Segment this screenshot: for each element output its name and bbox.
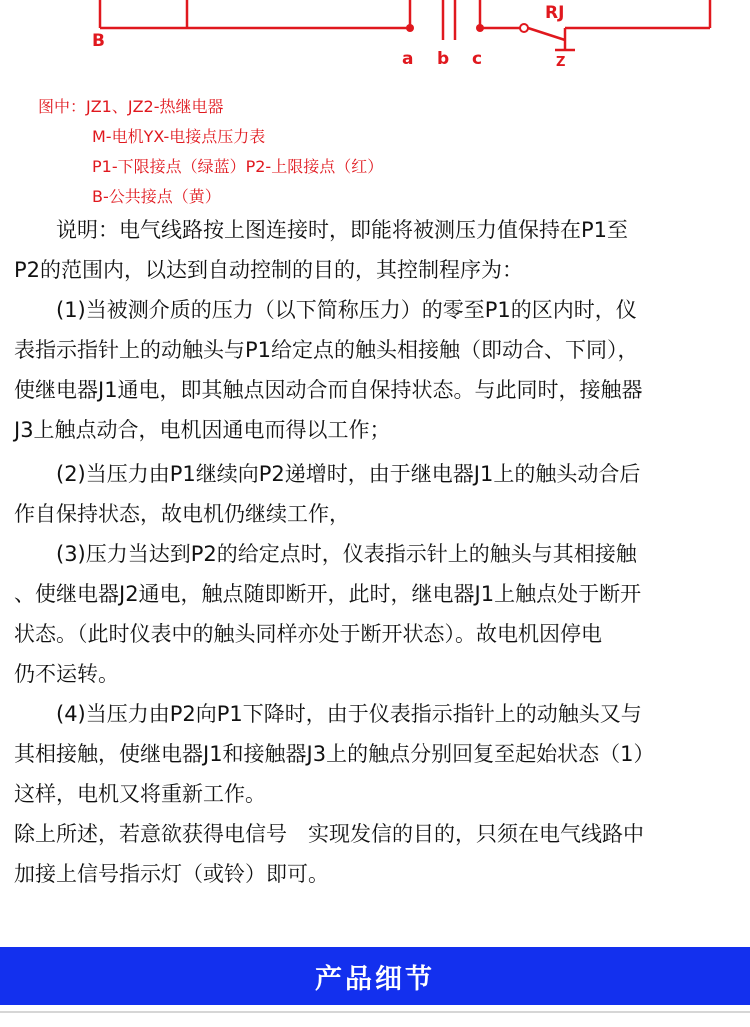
text-line: 状态。（此时仪表中的触头同样亦处于断开状态）。故电机因停电 xyxy=(14,622,602,646)
text-line: (2)当压力由P1继续向P2递增时，由于继电器J1上的触头动合后 xyxy=(14,462,641,486)
explanation-text xyxy=(14,210,744,894)
node-a xyxy=(406,24,414,32)
text-line: (1)当被测介质的压力（以下简称压力）的零至P1的区内时，仪 xyxy=(14,298,637,322)
divider xyxy=(0,1011,750,1013)
rj-switch xyxy=(528,28,565,40)
text-line: 、使继电器J2通电，触点随即断开，此时，继电器J1上触点处于断开 xyxy=(14,582,642,606)
text-line: P2的范围内，以达到自动控制的目的，其控制程序为： xyxy=(14,258,524,282)
text-line: 使继电器J1通电，即其触点因动合而自保持状态。与此同时，接触器 xyxy=(14,378,643,402)
legend-line-2: M-电机YX-电接点压力表 xyxy=(92,127,266,146)
legend-line-3: P1-下限接点（绿蓝）P2-上限接点（红） xyxy=(92,157,384,176)
text-line: 说明：电气线路按上图连接时，即能将被测压力值保持在P1至 xyxy=(14,218,629,242)
text-line: 仍不运转。 xyxy=(14,662,119,686)
banner-title: 产品细节 xyxy=(315,963,435,995)
label-terminal-b: b xyxy=(437,49,450,69)
text-line: 加接上信号指示灯（或铃）即可。 xyxy=(14,862,329,886)
node-open xyxy=(520,24,528,32)
text-line: (4)当压力由P2向P1下降时，由于仪表指示指针上的动触头又与 xyxy=(14,702,642,726)
node-c xyxy=(476,24,484,32)
label-z: Z xyxy=(556,55,566,70)
text-line: (3)压力当达到P2的给定点时，仪表指示针上的触头与其相接触 xyxy=(14,542,637,566)
section-banner xyxy=(0,947,750,1005)
text-line: 这样，电机又将重新工作。 xyxy=(14,782,266,806)
legend-line-4: B-公共接点（黄） xyxy=(92,187,221,206)
text-line: 其相接触，使继电器J1和接触器J3上的触点分别回复至起始状态（1） xyxy=(14,742,655,766)
label-b: B xyxy=(92,31,105,51)
text-line: 除上所述，若意欲获得电信号 实现发信的目的，只须在电气线路中 xyxy=(14,822,644,846)
diagram-legend xyxy=(0,92,750,212)
text-line: 作自保持状态，故电机仍继续工作， xyxy=(14,502,350,526)
legend-line-1: 图中：JZ1、JZ2-热继电器 xyxy=(38,97,224,116)
label-terminal-a: a xyxy=(402,49,414,69)
text-line: 表指示指针上的动触头与P1给定点的触头相接触（即动合、下同）， xyxy=(14,338,639,362)
text-line: J3上触点动合，电机因通电而得以工作； xyxy=(14,418,391,442)
label-rj: RJ xyxy=(545,3,565,23)
label-terminal-c: c xyxy=(472,49,483,69)
circuit-diagram-fragment xyxy=(0,0,750,95)
